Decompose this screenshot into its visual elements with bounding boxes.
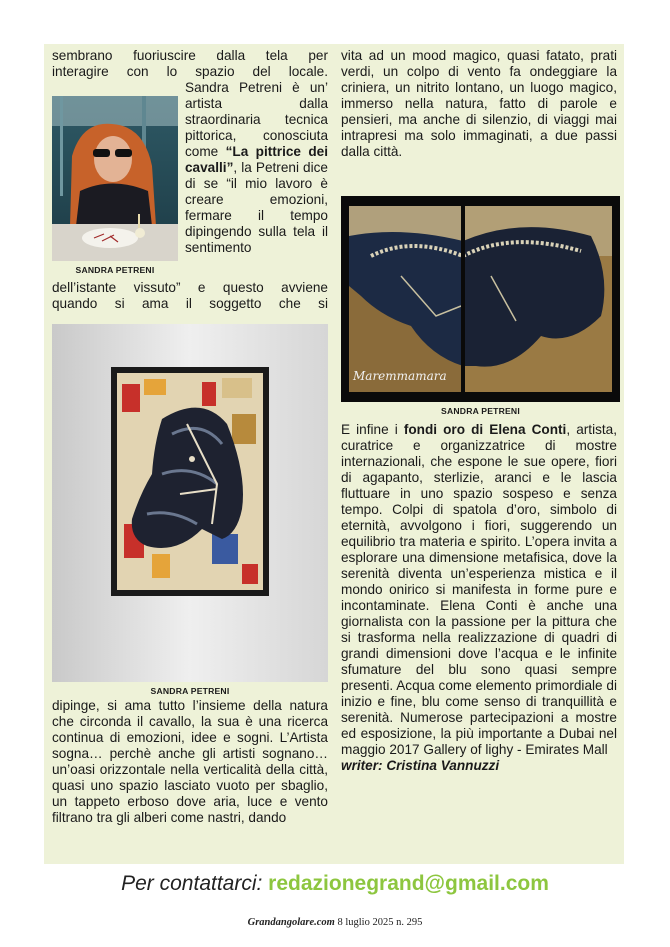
left-wrap-text <box>185 80 328 256</box>
left-body-para: dipinge, si ama tutto l’insieme della natura che circonda il cavallo, la sua è una ricerca continua di emozioni, idee e sogni. L’Artista sogna… perchè anche gli artisti sognano… un’oasi orizzontale nella verticalità della città, quasi uno spazio lasciato vuoto per sbaglio, un tappeto erboso dove aria, luce e vento filtrano tra gli alberi come nastri, dando <box>52 698 328 825</box>
left-after-line-1: dell’istante vissuto” e questo avviene <box>52 280 328 295</box>
right-body-para <box>341 422 617 758</box>
framed-horse-painting <box>52 324 328 682</box>
right-body-b: , artista, curatrice e organizzatrice di mostre internazionali, che espone le sue opere, fiori di agapanto, sterlizie, aranci e le lascia fluttuare in uno spazio sospeso e senza tempo. Colpi di spatola d’oro, simbolo di eternità, avvolgono i fiori, suggerendo un equilibrio tra materia e spirito. L’opera invita a esplorare una dimensione metafisica, dove la serenità diventa un’esperienza mistica e il mondo onirico si manifesta in forme pure e incontaminate. Elena Conti è anche una giornalista con la passione per la pittura che si trasforma nella realizzazione di quadri di grandi dimensioni dove l’acqua e le infinite sfumature del blu sono quasi sempre presenti. Acqua come elemento primordiale di inizio e fine, blu come senso di tranquillità e serenità. Numerose partecipazioni a mostre ed esposizione, la più importante a Dubai nel maggio 2017 Gallery of lighy - Emirates Mall <box>341 422 617 757</box>
right-intro-para: vita ad un mood magico, quasi fatato, prati verdi, un colpo di vento fa ondeggiare la criniera, un nitrito lontano, un luogo magico, immerso nella natura, fatto di parole e pensieri, ma anche di silenzio, di viaggi mai intrapresi ma solo immaginati, a due passi dalla città. <box>341 48 617 159</box>
artist-photo-caption: SANDRA PETRENI <box>75 265 155 275</box>
writer-credit: writer: Cristina Vannuzzi <box>341 758 500 773</box>
horse-diptych-image <box>341 196 620 402</box>
left-line-2: interagire con lo spazio del locale. <box>52 64 328 79</box>
left-after-text <box>52 280 328 312</box>
diptych-signature: Maremmamara <box>353 369 447 383</box>
right-intro-text <box>341 48 617 160</box>
footer-site: Grandangolare.com <box>247 917 335 928</box>
right-body-bold: fondi oro di Elena Conti <box>403 422 567 437</box>
artist-photo <box>52 96 178 261</box>
contact-email-link[interactable]: redazionegrand@gmail.com <box>268 872 549 895</box>
left-line-1: sembrano fuoriuscire dalla tela per <box>52 48 328 63</box>
left-intro-text <box>52 48 328 80</box>
wrap-text-b: , la Petreni dice di se “il mio lavoro è creare emozioni, fermare il tempo dipingendo sulla tela il sentimento <box>185 160 328 255</box>
contact-line <box>0 872 670 896</box>
right-body-text <box>341 422 617 774</box>
painting-caption: SANDRA PETRENI <box>150 686 230 696</box>
left-after-line-2: quando si ama il soggetto che si <box>52 296 328 311</box>
left-body-text <box>52 698 328 826</box>
right-body-a: E infine i <box>341 422 404 437</box>
page-footer <box>0 917 670 928</box>
wrap-text-bold: “La pittrice dei cavalli” <box>185 144 328 175</box>
wrap-text-a: Sandra Petreni è un’ artista dalla straordinaria tecnica pittorica, conosciuta come <box>185 80 328 159</box>
diptych-caption: SANDRA PETRENI <box>441 406 520 416</box>
contact-label: Per contattarci: <box>121 872 269 895</box>
footer-date: 8 luglio 2025 n. 295 <box>334 917 423 928</box>
